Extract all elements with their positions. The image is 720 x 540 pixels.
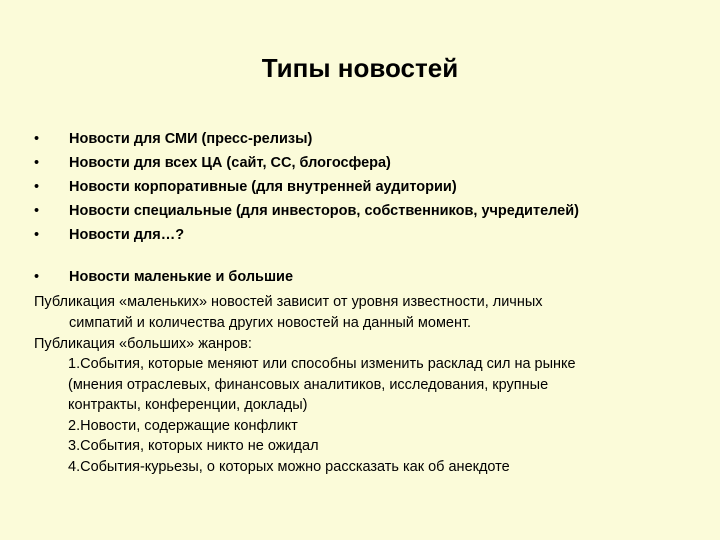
list-item-text: Новости, содержащие конфликт [80,417,298,434]
news-types-list [34,127,694,247]
paragraph-line: Публикация «больших» жанров: [34,336,252,352]
bullet-icon: • [34,179,40,195]
list-item-text: Новости для…? [69,227,185,243]
item-number: 2. [68,417,81,434]
bullet-icon: • [34,203,40,219]
list-item-text: События, которых никто не ожидал [80,438,319,454]
list-item-text: Новости для СМИ (пресс-релизы) [69,131,313,147]
item-number: 3. [68,438,81,454]
bullet-icon: • [34,131,40,147]
item-number: 1. [68,356,81,372]
list-item-text: События, которые меняют или способны изменить расклад сил на рынке [80,356,576,372]
bullet-icon: • [34,155,40,171]
list-item-text: Новости корпоративные (для внутренней аудитории) [69,179,457,195]
list-item [68,436,708,457]
list-item [68,354,708,416]
big-news-heading [34,334,694,355]
list-item [68,457,708,478]
list-item-text: контракты, конференции, доклады) [68,397,308,413]
small-and-big-news-item [34,265,720,289]
item-number: 4. [68,458,81,475]
small-news-paragraph [34,292,694,333]
list-item-text: События-курьезы, о которых можно рассказать как об анекдоте [80,458,510,475]
bullet-icon: • [34,227,40,243]
list-item [34,127,694,151]
list-item [34,175,694,199]
list-item [68,416,708,437]
paragraph-line: симпатий и количества других новостей на данный момент. [69,314,472,331]
list-item-text: (мнения отраслевых, финансовых аналитиков, исследования, крупные [68,376,549,393]
slide-title: Типы новостей [261,53,459,83]
bullet-icon: • [34,269,40,285]
list-item-text: Новости маленькие и большие [69,269,294,285]
list-item-text: Новости для всех ЦА (сайт, СС, блогосфера) [69,155,391,171]
list-item-text: Новости специальные (для инвесторов, собственников, учредителей) [69,203,579,219]
paragraph-line: Публикация «маленьких» новостей зависит от уровня известности, личных [34,294,543,310]
list-item [34,151,694,175]
list-item [34,223,694,247]
list-item [34,199,694,223]
big-genres-list [68,354,708,477]
